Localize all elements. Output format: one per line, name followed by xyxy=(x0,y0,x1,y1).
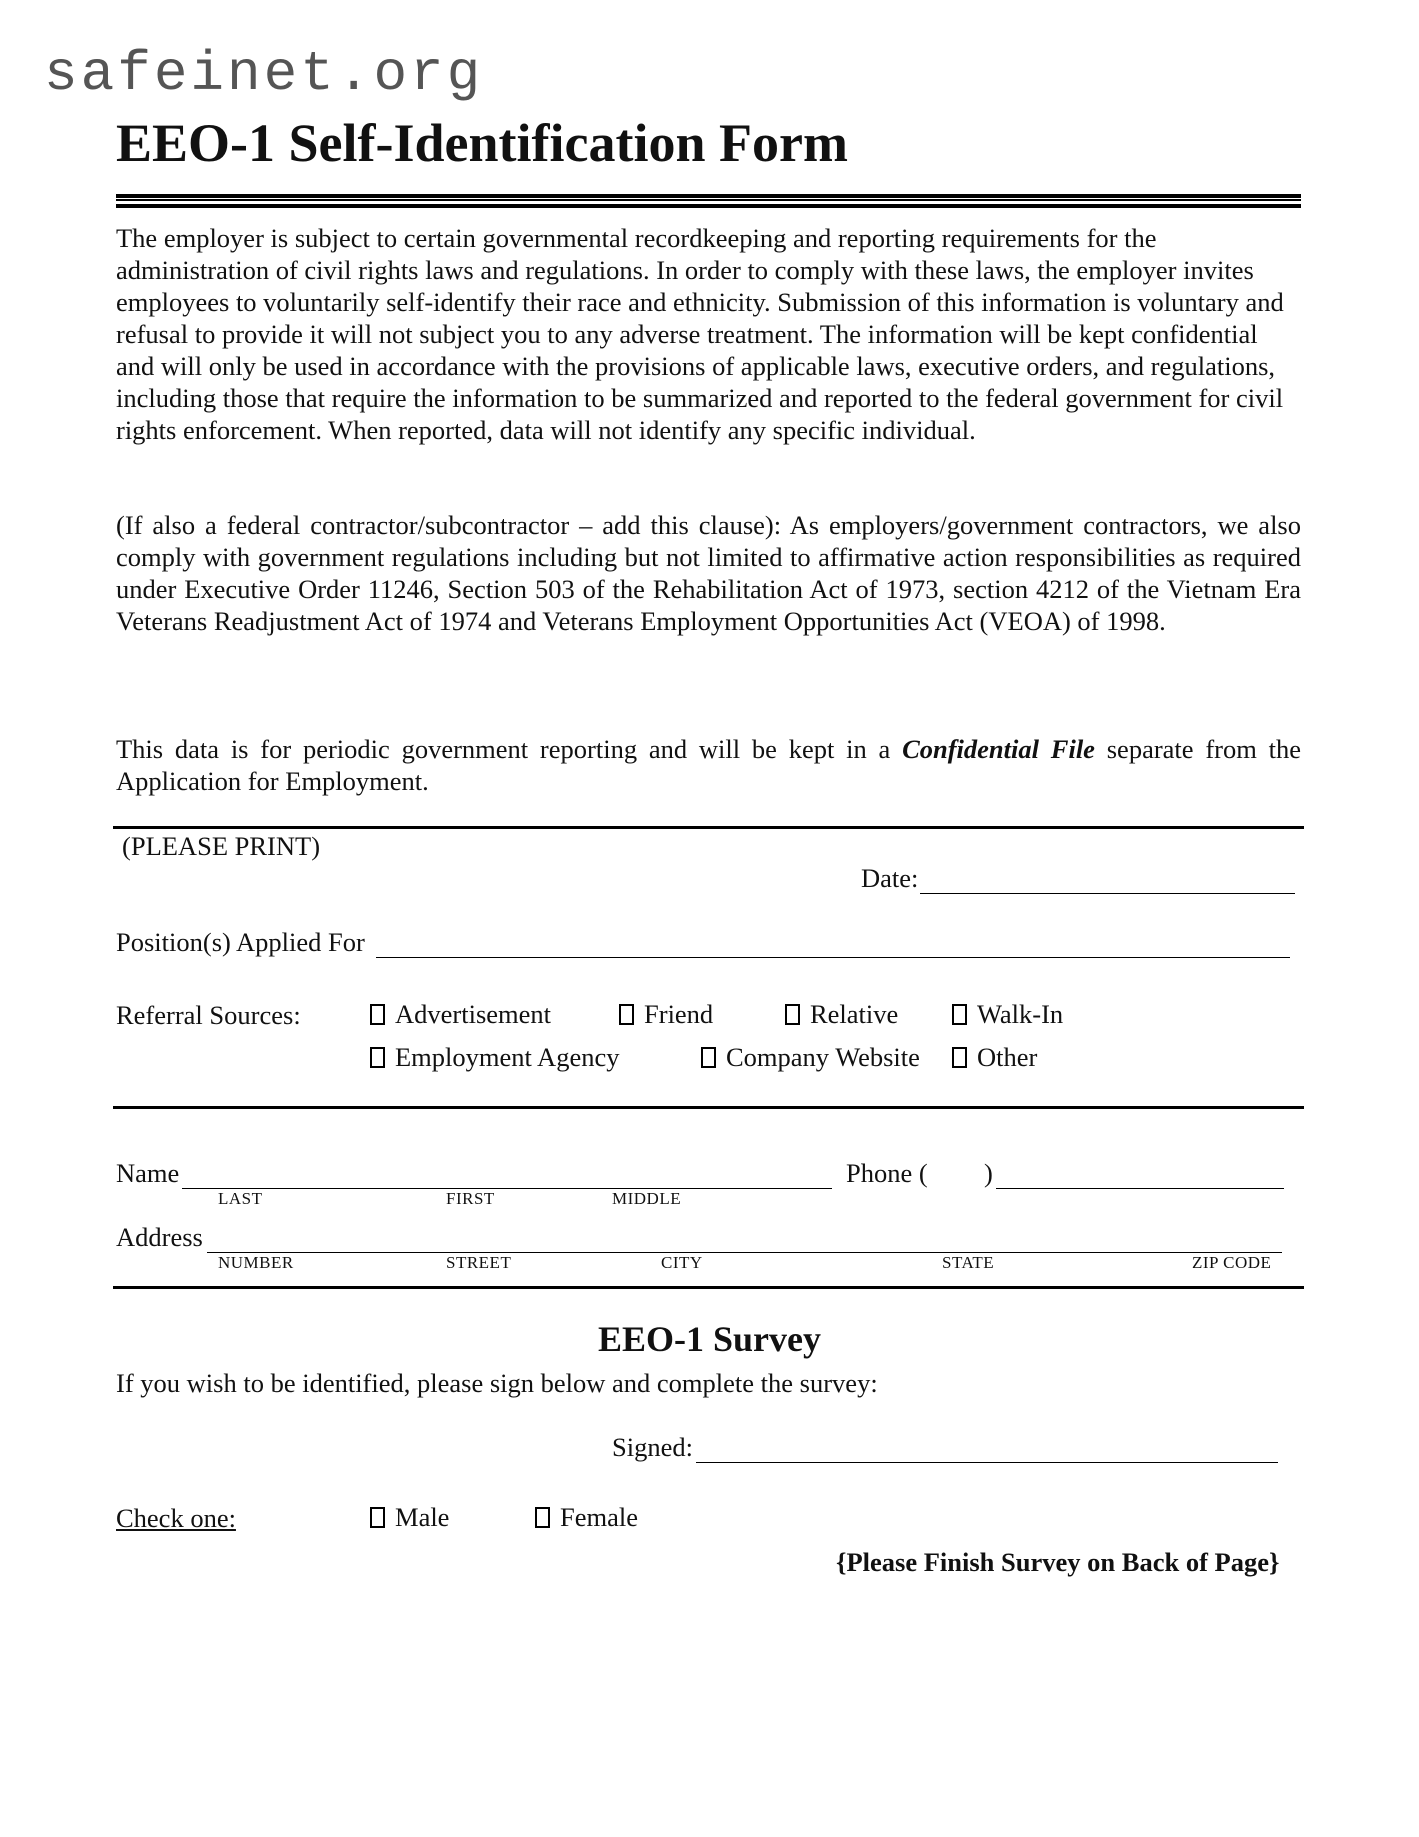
checkbox[interactable] xyxy=(535,1507,550,1528)
phone-paren-close: ) xyxy=(984,1158,993,1188)
address-sub-state: STATE xyxy=(942,1253,995,1272)
finish-survey-note: {Please Finish Survey on Back of Page} xyxy=(836,1547,1280,1577)
checkbox[interactable] xyxy=(370,1004,385,1025)
name-sub-middle: MIDDLE xyxy=(612,1189,682,1208)
intro-paragraph: The employer is subject to certain governmental recordkeeping and reporting requirements for the administration of civil rights laws and regulations. In order to comply with these laws, the employer invites employees to voluntarily self-identify their race and ethnicity. Submission of this information is voluntary and refusal to provide it will not subject you to any adverse treatment. The information will be kept confidential and will only be used in accordance with the provisions of applicable laws, executive orders, and regulations, including those that require the information to be summarized and reported to the federal government for civil rights enforcement. When reported, data will not identify any specific individual. xyxy=(116,223,1284,445)
name-sub-first: FIRST xyxy=(446,1189,495,1208)
address-sub-zip: ZIP CODE xyxy=(1192,1253,1272,1272)
address-field[interactable] xyxy=(207,1252,1282,1253)
phone-field[interactable] xyxy=(996,1188,1284,1189)
confidential-text-after: separate from the Application for Employment. xyxy=(116,734,1301,796)
survey-instruction: If you wish to be identified, please sign below and complete the survey: xyxy=(116,1368,878,1398)
option-label: Advertisement xyxy=(395,999,552,1029)
section-divider-middle xyxy=(113,1106,1304,1109)
checkbox[interactable] xyxy=(370,1507,385,1528)
option-label: Male xyxy=(395,1502,450,1532)
referral-option-other[interactable] xyxy=(952,1042,1037,1073)
referral-option-relative[interactable] xyxy=(785,999,898,1030)
position-label: Position(s) Applied For xyxy=(116,927,365,957)
referral-option-employment-agency[interactable] xyxy=(370,1042,619,1073)
referral-option-friend[interactable] xyxy=(619,999,713,1030)
address-label: Address xyxy=(116,1222,203,1252)
confidential-text-before: This data is for periodic government reporting and will be kept in a xyxy=(116,734,903,764)
address-sub-city: CITY xyxy=(661,1253,703,1272)
gender-option-female[interactable] xyxy=(535,1502,638,1533)
checkbox[interactable] xyxy=(952,1047,967,1068)
page-title: EEO-1 Self-Identification Form xyxy=(116,113,848,173)
checkbox[interactable] xyxy=(952,1004,967,1025)
section-divider-top xyxy=(113,826,1304,829)
position-field[interactable] xyxy=(376,957,1290,958)
section-divider-bottom xyxy=(113,1286,1304,1289)
address-sub-number: NUMBER xyxy=(218,1253,294,1272)
option-label: Friend xyxy=(644,999,714,1029)
check-one-label: Check one: xyxy=(116,1503,236,1533)
checkbox[interactable] xyxy=(619,1004,634,1025)
phone-label: Phone ( xyxy=(846,1158,928,1188)
confidential-notice xyxy=(116,733,1301,797)
please-print-label: (PLEASE PRINT) xyxy=(122,831,321,861)
checkbox[interactable] xyxy=(785,1004,800,1025)
option-label: Walk-In xyxy=(977,999,1064,1029)
option-label: Company Website xyxy=(726,1042,920,1072)
checkbox[interactable] xyxy=(370,1047,385,1068)
name-field[interactable] xyxy=(182,1188,832,1189)
survey-title: EEO-1 Survey xyxy=(597,1319,821,1359)
watermark: safeinet.org xyxy=(44,42,484,106)
title-rule xyxy=(116,194,1301,208)
option-label: Relative xyxy=(810,999,899,1029)
gender-option-male[interactable] xyxy=(370,1502,449,1533)
address-sub-street: STREET xyxy=(446,1253,512,1272)
confidential-emphasis: Confidential File xyxy=(902,734,1095,764)
name-label: Name xyxy=(116,1158,180,1188)
contractor-clause: (If also a federal contractor/subcontractor – add this clause): As employers/government contractors, we also comply with government regulations including but not limited to affirmative action responsibilities as required under Executive Order 11246, Section 503 of the Rehabilitation Act of 1973, section 4212 of the Vietnam Era Veterans Readjustment Act of 1974 and Veterans Employment Opportunities Act (VEOA) of 1998. xyxy=(116,510,1301,636)
date-label: Date: xyxy=(861,863,919,893)
signature-field[interactable] xyxy=(696,1462,1278,1463)
referral-option-company-website[interactable] xyxy=(701,1042,920,1073)
option-label: Employment Agency xyxy=(395,1042,620,1072)
date-field[interactable] xyxy=(920,893,1295,894)
referral-option-advertisement[interactable] xyxy=(370,999,551,1030)
option-label: Female xyxy=(560,1502,638,1532)
referral-label: Referral Sources: xyxy=(116,1000,301,1030)
signed-label: Signed: xyxy=(612,1432,693,1462)
referral-option-walk-in[interactable] xyxy=(952,999,1063,1030)
name-sub-last: LAST xyxy=(218,1189,263,1208)
checkbox[interactable] xyxy=(701,1047,716,1068)
option-label: Other xyxy=(977,1042,1038,1072)
